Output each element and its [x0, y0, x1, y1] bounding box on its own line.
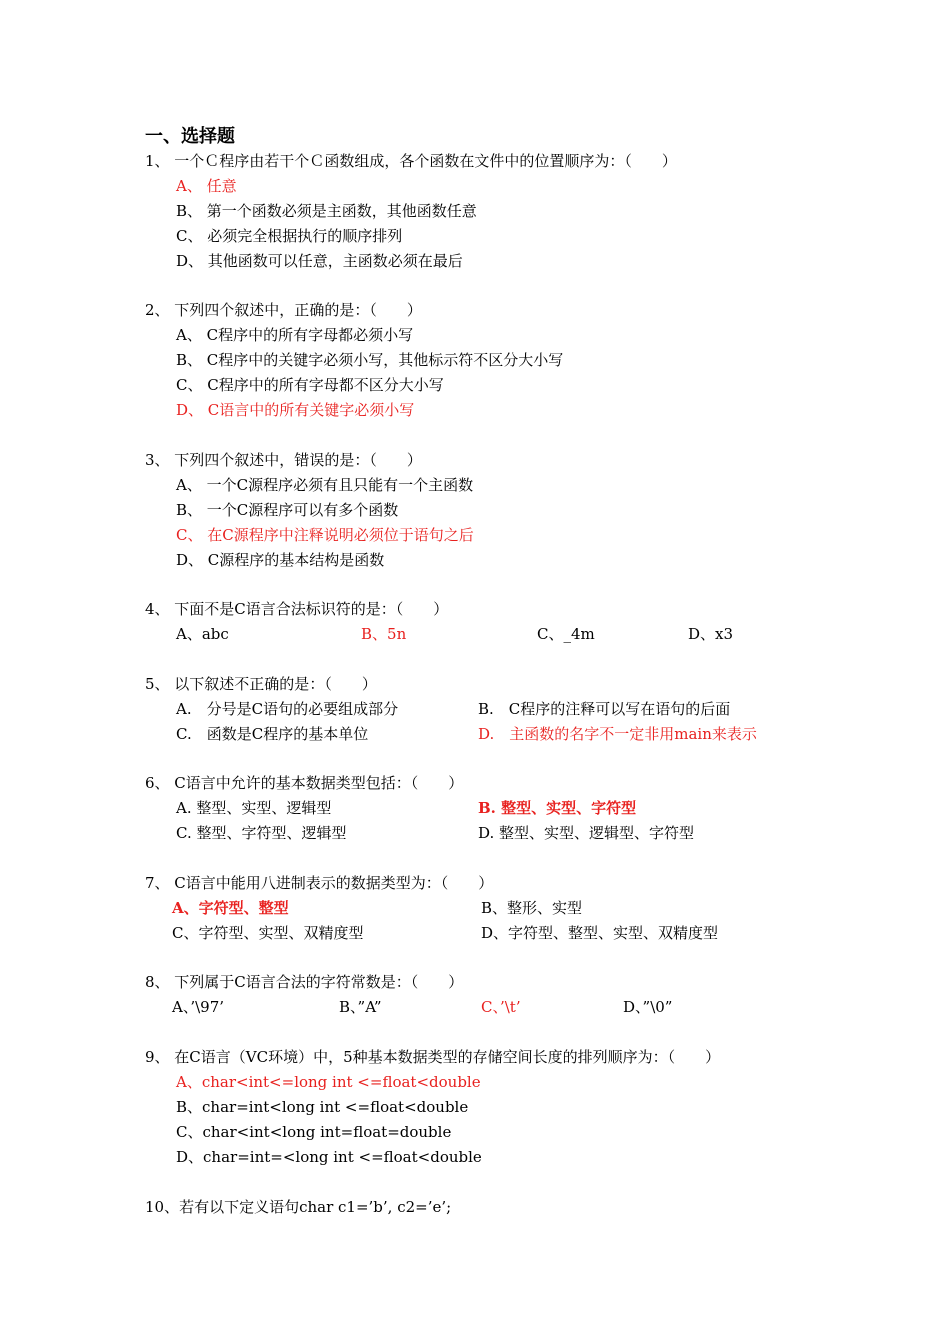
option-a: A、字符型、整型 [172, 899, 289, 917]
option-b: B、 第一个函数必须是主函数，其他函数任意 [176, 202, 477, 220]
option-d: D、字符型、整型、实型、双精度型 [481, 924, 719, 942]
option-c: C. 函数是C程序的基本单位 [176, 725, 369, 743]
question-stem: 8、 下列属于C语言合法的字符常数是：（ ） [145, 973, 464, 991]
option-c: C. 整型、字符型、逻辑型 [176, 824, 347, 842]
question-7 [145, 871, 845, 946]
option-c: C、 在C源程序中注释说明必须位于语句之后 [176, 526, 474, 544]
option-c: C、’\t’ [481, 998, 521, 1016]
question-stem: 2、 下列四个叙述中，正确的是：（ ） [145, 301, 422, 319]
option-d: D、 其他函数可以任意，主函数必须在最后 [176, 252, 463, 270]
option-b: B. C程序的注释可以写在语句的后面 [478, 700, 731, 718]
question-stem: 3、 下列四个叙述中，错误的是：（ ） [145, 451, 422, 469]
option-a: A. 分号是C语句的必要组成部分 [176, 700, 399, 718]
option-d: D、 C语言中的所有关键字必须小写 [176, 401, 415, 419]
question-stem: 10、若有以下定义语句char c1=’b’, c2=’e’; [145, 1198, 452, 1216]
option-b: B、整形、实型 [481, 899, 583, 917]
question-4 [145, 597, 845, 647]
question-3 [145, 448, 474, 573]
option-d: D、x3 [688, 625, 734, 643]
option-d: D、char=int=<long int <=float<double [176, 1148, 482, 1166]
question-stem: 5、 以下叙述不正确的是：（ ） [145, 675, 377, 693]
option-a: A、abc [176, 625, 229, 643]
question-5 [145, 672, 845, 747]
option-c: C、 C程序中的所有字母都不区分大小写 [176, 376, 444, 394]
question-stem: 4、 下面不是C语言合法标识符的是：（ ） [145, 600, 449, 618]
question-stem: 6、 C语言中允许的基本数据类型包括：（ ） [145, 774, 464, 792]
option-a: A、char<int<=long int <=float<double [176, 1073, 481, 1091]
option-c: C、 必须完全根据执行的顺序排列 [176, 227, 403, 245]
question-10 [145, 1195, 451, 1220]
question-8 [145, 970, 845, 1020]
option-b: B. 整型、实型、字符型 [478, 799, 637, 817]
question-1 [145, 149, 677, 274]
option-a: A、 一个C源程序必须有且只能有一个主函数 [176, 476, 474, 494]
option-b: B、”A” [339, 998, 382, 1016]
option-a: A、 任意 [176, 177, 237, 195]
question-stem: 7、 C语言中能用八进制表示的数据类型为：（ ） [145, 874, 494, 892]
option-a: A. 整型、实型、逻辑型 [176, 799, 332, 817]
option-a: A、 C程序中的所有字母都必须小写 [176, 326, 414, 344]
question-stem: 1、 一个Ｃ程序由若干个Ｃ函数组成，各个函数在文件中的位置顺序为：（ ） [145, 152, 677, 170]
question-2 [145, 298, 563, 423]
question-stem: 9、 在C语言（VC环境）中，5种基本数据类型的存储空间长度的排列顺序为：（ ） [145, 1048, 721, 1066]
section-title: 一、选择题 [145, 126, 235, 147]
option-d: D. 整型、实型、逻辑型、字符型 [478, 824, 695, 842]
option-c: C、char<int<long int=float=double [176, 1123, 452, 1141]
option-a: A、’\97’ [172, 998, 225, 1016]
option-d: D. 主函数的名字不一定非用main来表示 [478, 725, 757, 743]
option-b: B、char=int<long int <=float<double [176, 1098, 469, 1116]
option-b: B、 C程序中的关键字必须小写，其他标示符不区分大小写 [176, 351, 564, 369]
option-b: B、 一个C源程序可以有多个函数 [176, 501, 399, 519]
option-d: D、 C源程序的基本结构是函数 [176, 551, 385, 569]
option-d: D、”\0” [623, 998, 673, 1016]
question-9 [145, 1045, 720, 1170]
option-b: B、5n [361, 625, 407, 643]
question-6 [145, 771, 845, 846]
option-c: C、_4m [537, 625, 595, 643]
option-c: C、字符型、实型、双精度型 [172, 924, 364, 942]
